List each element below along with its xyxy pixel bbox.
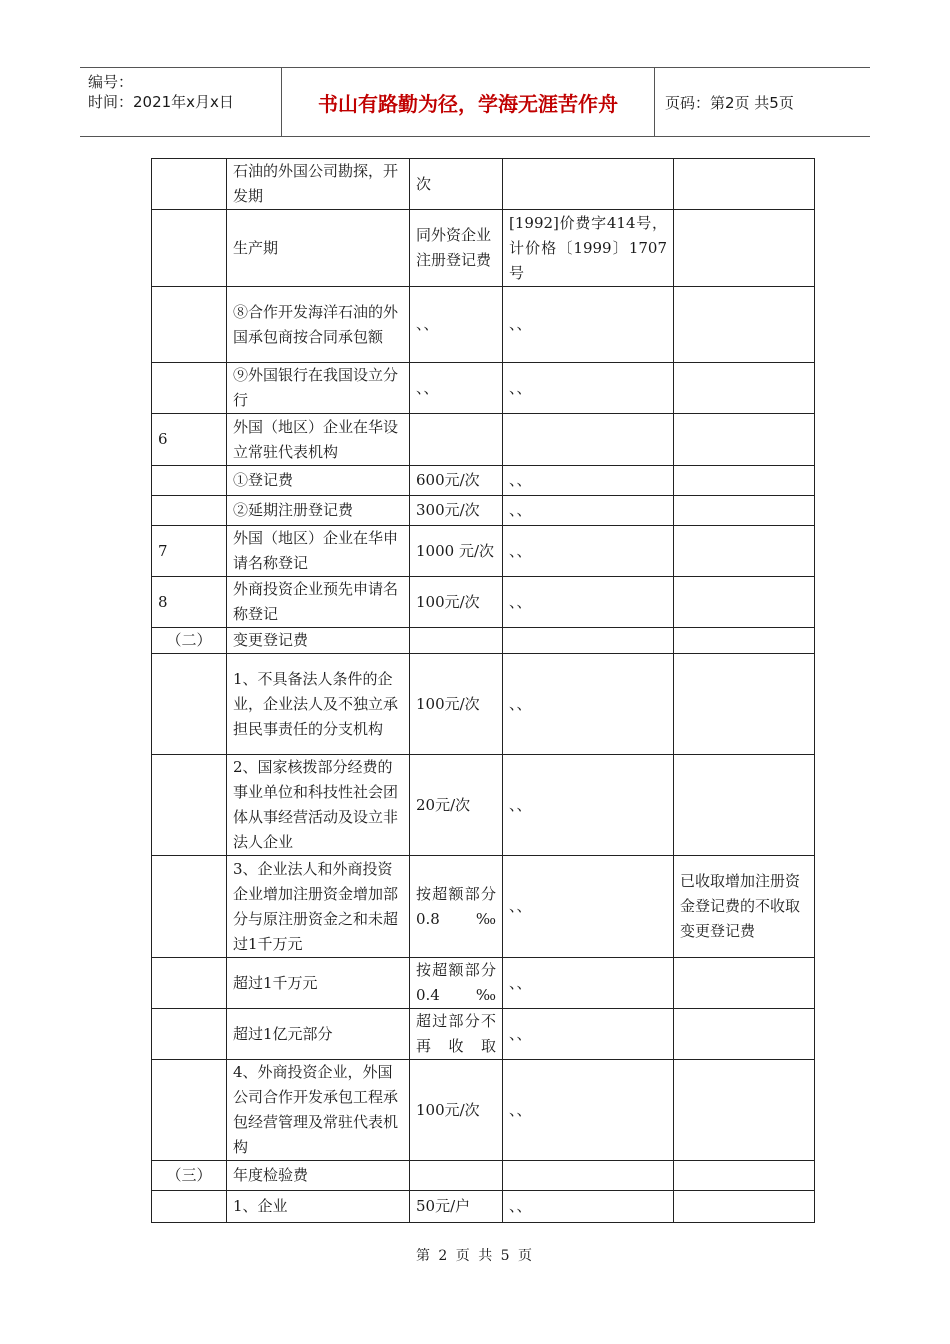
item-name-cell: 外商投资企业预先申请名称登记 (227, 577, 410, 628)
basis-document-cell (503, 1161, 674, 1191)
item-name-cell: 生产期 (227, 210, 410, 287)
basis-document-cell (503, 414, 674, 466)
fee-standard-cell: 300元/次 (410, 496, 503, 526)
basis-document-cell: 、、 (503, 1191, 674, 1223)
basis-document-cell: 、、 (503, 755, 674, 856)
item-number-cell: 6 (152, 414, 227, 466)
item-name-cell: ⑧合作开发海洋石油的外国承包商按合同承包额 (227, 287, 410, 363)
item-number-cell (152, 210, 227, 287)
fee-standard-cell (410, 414, 503, 466)
fee-standard-cell: 按超额部分0.8‰ (410, 856, 503, 958)
table-row (152, 958, 815, 1009)
fee-standard-cell: 20元/次 (410, 755, 503, 856)
item-number-cell (152, 1009, 227, 1060)
fee-standard-cell: 、、 (410, 287, 503, 363)
table-row (152, 159, 815, 210)
item-name-cell: 超过1千万元 (227, 958, 410, 1009)
table-row (152, 1009, 815, 1060)
item-number-cell (152, 654, 227, 755)
fee-standard-cell: 100元/次 (410, 1060, 503, 1161)
remark-cell (674, 958, 815, 1009)
table-row (152, 414, 815, 466)
remark-cell (674, 363, 815, 414)
remark-cell (674, 1060, 815, 1161)
page-header (80, 67, 870, 137)
item-name-cell: 1、企业 (227, 1191, 410, 1223)
item-number-cell: （三） (152, 1161, 227, 1191)
basis-document-cell (503, 159, 674, 210)
fee-standard-cell: 1000 元/次 (410, 526, 503, 577)
table-row (152, 577, 815, 628)
basis-document-cell: 、、 (503, 654, 674, 755)
table-row (152, 210, 815, 287)
remark-cell (674, 466, 815, 496)
item-number-cell: （二） (152, 628, 227, 654)
remark-cell (674, 414, 815, 466)
item-name-cell: 3、企业法人和外商投资企业增加注册资金增加部分与原注册资金之和未超过1千万元 (227, 856, 410, 958)
remark-cell (674, 287, 815, 363)
remark-cell (674, 159, 815, 210)
item-name-cell: 变更登记费 (227, 628, 410, 654)
table-row (152, 466, 815, 496)
table-row (152, 628, 815, 654)
basis-document-cell: 、、 (503, 526, 674, 577)
header-meta (80, 68, 282, 136)
item-name-cell: 外国（地区）企业在华申请名称登记 (227, 526, 410, 577)
basis-document-cell: 、、 (503, 856, 674, 958)
header-motto: 书山有路勤为径，学海无涯苦作舟 (282, 68, 655, 136)
table-row (152, 363, 815, 414)
table-row (152, 856, 815, 958)
remark-cell (674, 1161, 815, 1191)
page-footer: 第 2 页 共 5 页 (415, 1248, 535, 1264)
table-row (152, 287, 815, 363)
remark-cell (674, 654, 815, 755)
item-number-cell (152, 466, 227, 496)
fee-table (151, 158, 815, 1223)
basis-document-cell: 、、 (503, 496, 674, 526)
item-name-cell: 2、国家核拨部分经费的事业单位和科技性社会团体从事经营活动及设立非法人企业 (227, 755, 410, 856)
fee-standard-cell: 超过部分不再收取 (410, 1009, 503, 1060)
item-number-cell (152, 363, 227, 414)
item-number-cell (152, 856, 227, 958)
remark-cell (674, 577, 815, 628)
fee-standard-cell: 100元/次 (410, 577, 503, 628)
item-name-cell: ②延期注册登记费 (227, 496, 410, 526)
fee-standard-cell: 100元/次 (410, 654, 503, 755)
item-number-cell (152, 1191, 227, 1223)
basis-document-cell: 、、 (503, 363, 674, 414)
remark-cell: 已收取增加注册资金登记费的不收取变更登记费 (674, 856, 815, 958)
item-name-cell: 1、不具备法人条件的企业，企业法人及不独立承担民事责任的分支机构 (227, 654, 410, 755)
basis-document-cell: 、、 (503, 466, 674, 496)
item-number-cell (152, 496, 227, 526)
item-number-cell: 8 (152, 577, 227, 628)
item-number-cell (152, 1060, 227, 1161)
item-name-cell: 超过1亿元部分 (227, 1009, 410, 1060)
item-name-cell: ⑨外国银行在我国设立分行 (227, 363, 410, 414)
fee-standard-cell: 次 (410, 159, 503, 210)
item-name-cell: ①登记费 (227, 466, 410, 496)
basis-document-cell: 、、 (503, 577, 674, 628)
table-row (152, 1191, 815, 1223)
item-number-cell: 7 (152, 526, 227, 577)
item-number-cell (152, 287, 227, 363)
fee-standard-cell: 50元/户 (410, 1191, 503, 1223)
fee-standard-cell (410, 1161, 503, 1191)
remark-cell (674, 1009, 815, 1060)
remark-cell (674, 526, 815, 577)
remark-cell (674, 755, 815, 856)
fee-standard-cell: 、、 (410, 363, 503, 414)
table-row (152, 755, 815, 856)
item-name-cell: 石油的外国公司勘探，开发期 (227, 159, 410, 210)
fee-standard-cell (410, 628, 503, 654)
item-name-cell: 年度检验费 (227, 1161, 410, 1191)
fee-standard-cell: 600元/次 (410, 466, 503, 496)
item-number-cell (152, 958, 227, 1009)
fee-table-body (152, 159, 815, 1223)
basis-document-cell (503, 628, 674, 654)
item-number-cell (152, 755, 227, 856)
table-row (152, 1060, 815, 1161)
item-name-cell: 外国（地区）企业在华设立常驻代表机构 (227, 414, 410, 466)
basis-document-cell: 、、 (503, 958, 674, 1009)
basis-document-cell: 、、 (503, 1060, 674, 1161)
remark-cell (674, 628, 815, 654)
header-page-number: 页码：第2页 共5页 (665, 93, 794, 112)
document-number-label: 编号： (88, 73, 134, 91)
remark-cell (674, 496, 815, 526)
item-number-cell (152, 159, 227, 210)
table-row (152, 1161, 815, 1191)
remark-cell (674, 210, 815, 287)
item-name-cell: 4、外商投资企业，外国公司合作开发承包工程承包经营管理及常驻代表机构 (227, 1060, 410, 1161)
table-row (152, 496, 815, 526)
fee-standard-cell: 同外资企业注册登记费 (410, 210, 503, 287)
basis-document-cell: 、、 (503, 1009, 674, 1060)
basis-document-cell: [1992]价费字414号，计价格〔1999〕1707号 (503, 210, 674, 287)
table-row (152, 526, 815, 577)
document-date-label: 时间：2021年x月x日 (88, 93, 234, 111)
remark-cell (674, 1191, 815, 1223)
basis-document-cell: 、、 (503, 287, 674, 363)
table-row (152, 654, 815, 755)
fee-standard-cell: 按超额部分0.4‰ (410, 958, 503, 1009)
